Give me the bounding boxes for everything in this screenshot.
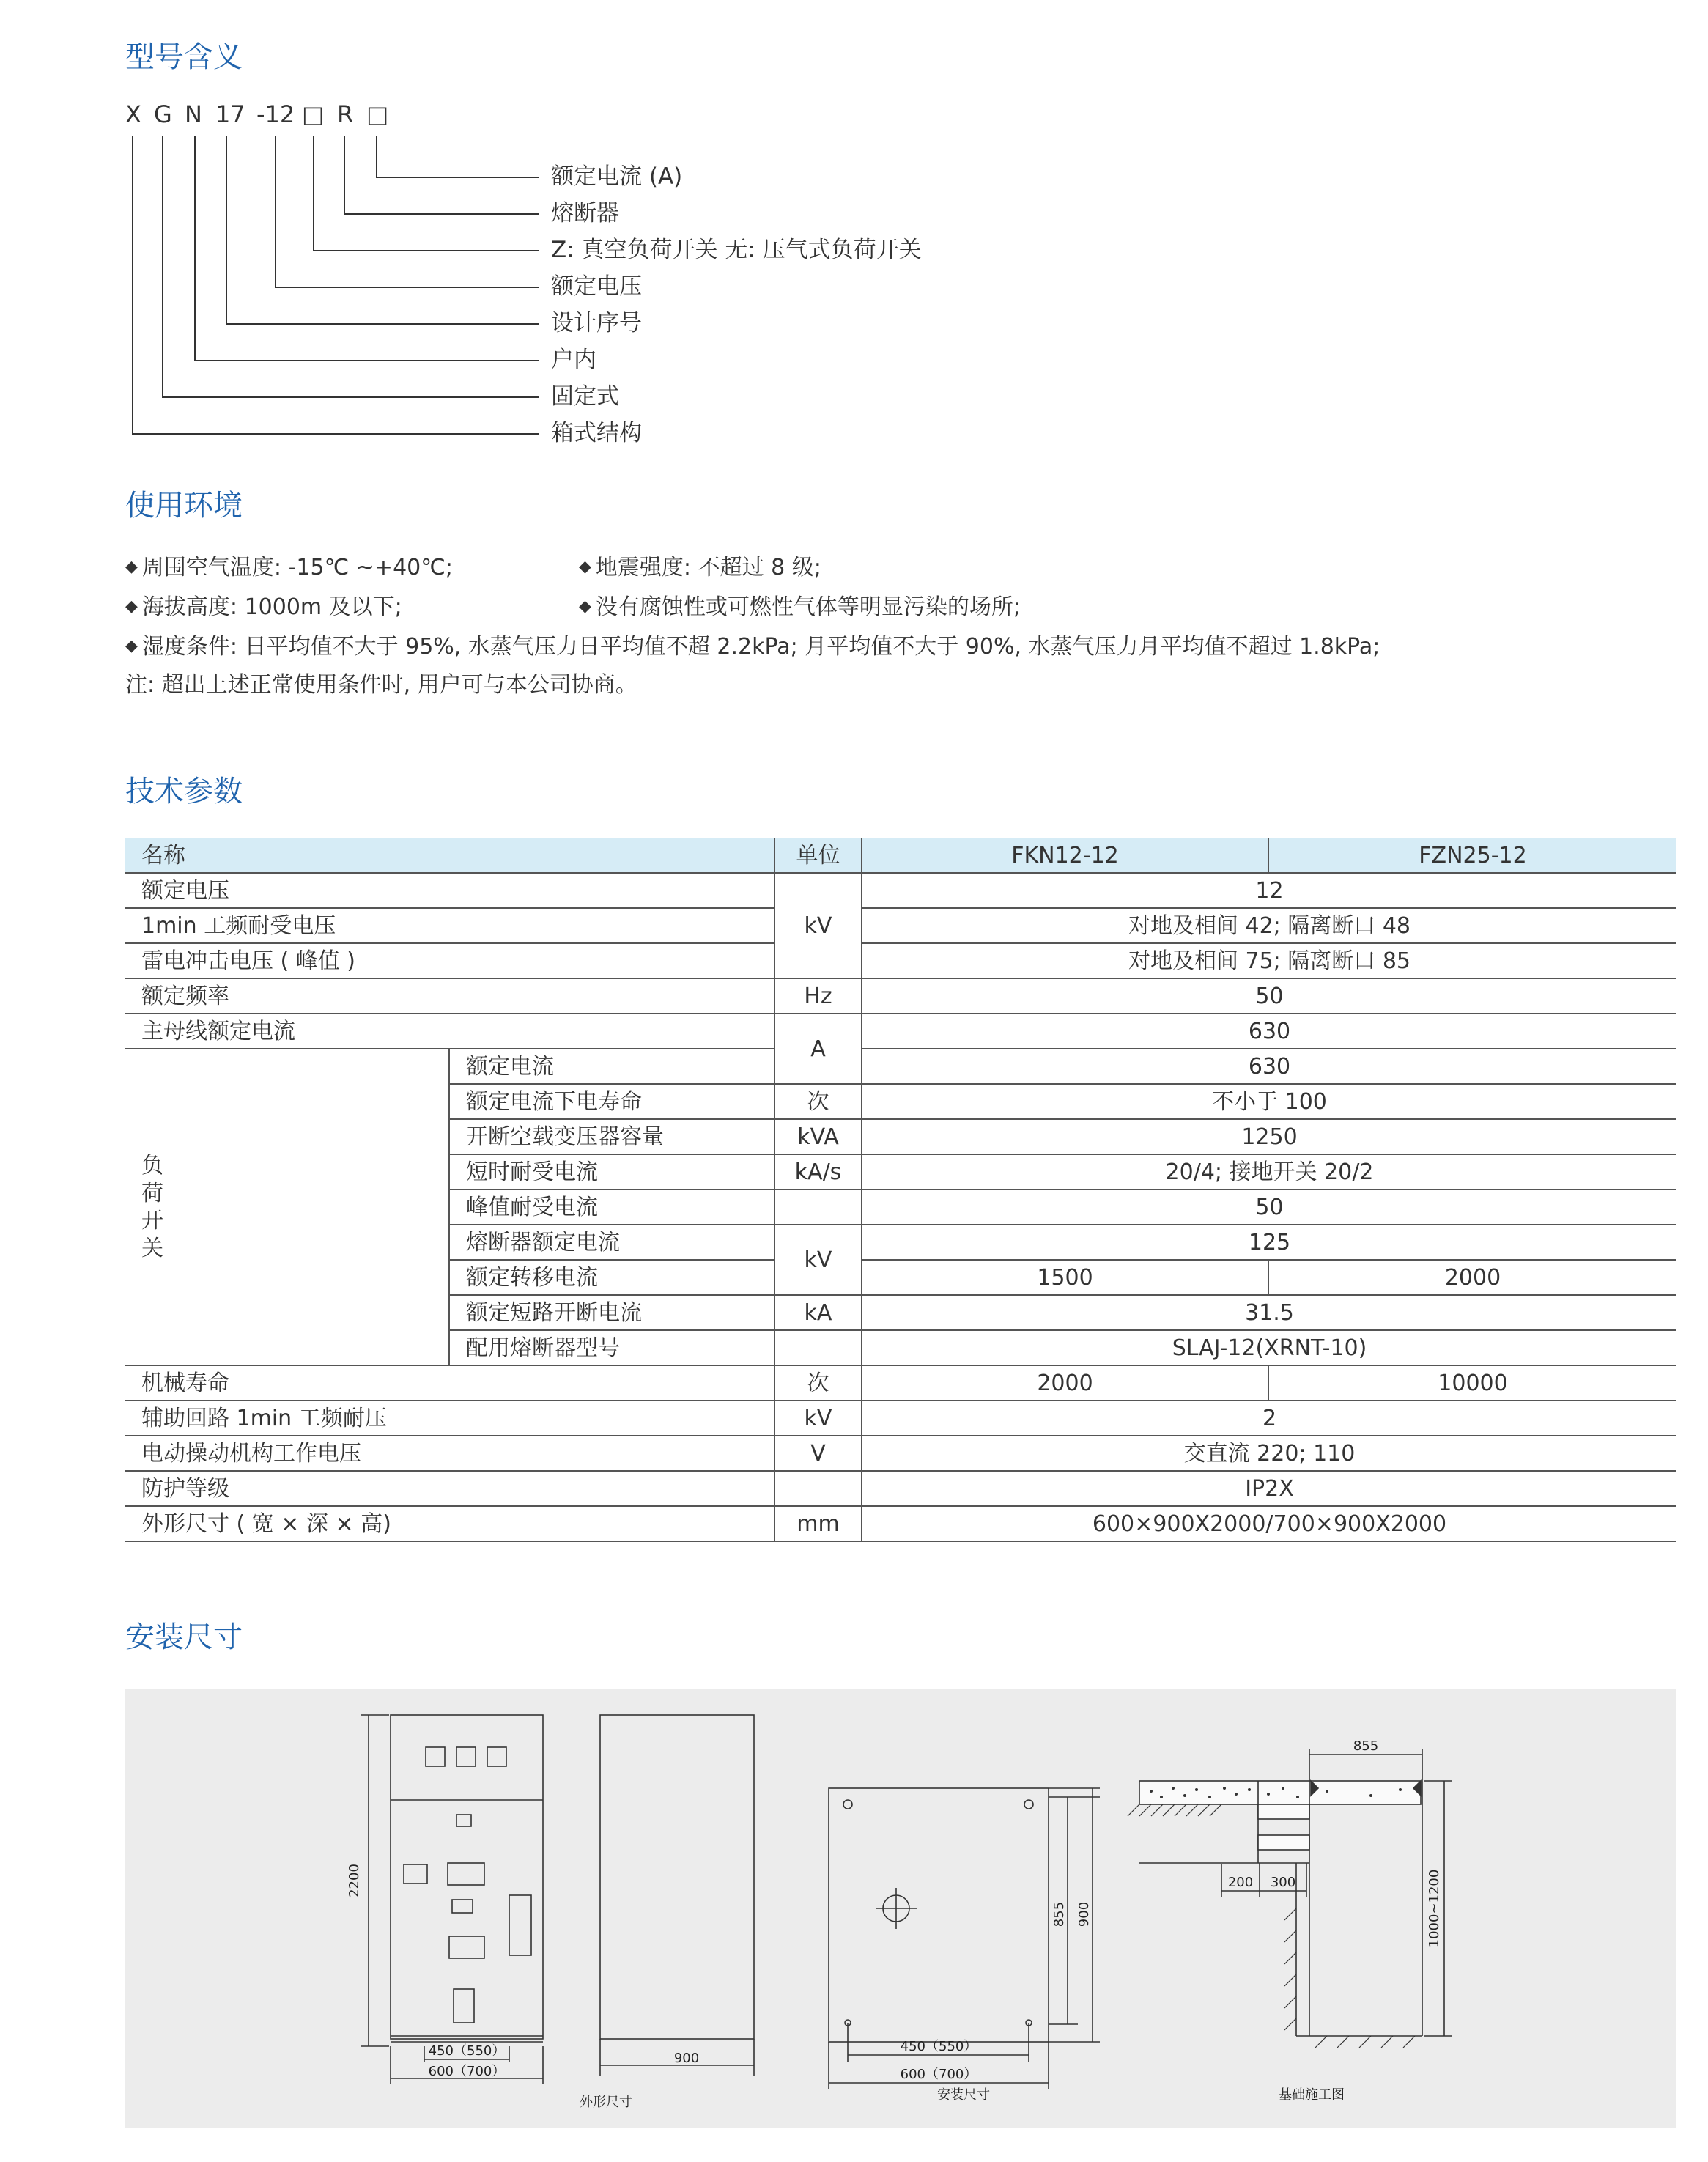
bullet-icon: ◆ — [125, 558, 138, 576]
table-row: 额定电压 kV 12 — [125, 873, 1676, 908]
model-code-r: R — [337, 100, 354, 128]
install-drawings — [125, 1689, 1676, 2128]
caption-foundation: 基础施工图 — [1279, 2087, 1345, 2103]
table-row: 外形尺寸 ( 宽 × 深 × 高) mm 600×900X2000/700×900X2000 — [125, 1506, 1676, 1541]
caption-install-dims: 安装尺寸 — [937, 2087, 990, 2103]
table-row: 1min 工频耐受电压 对地及相间 42; 隔离断口 48 — [125, 908, 1676, 943]
dim-width-450: 450（550） — [428, 2043, 506, 2059]
table-row: 配用熔断器型号 SLAJ-12(XRNT-10) — [125, 1330, 1676, 1365]
dim-depth-900: 900 — [673, 2051, 700, 2066]
table-row: 额定频率 Hz 50 — [125, 978, 1676, 1014]
spec-table — [125, 838, 1676, 1542]
model-code-box-2: □ — [366, 100, 389, 128]
dim-plan-600: 600（700） — [900, 2067, 977, 2082]
meaning-rated-voltage: 额定电压 — [551, 273, 642, 300]
table-row: 额定电流下电寿命 次 不小于 100 — [125, 1084, 1676, 1119]
table-row: 机械寿命 次 2000 10000 — [125, 1365, 1676, 1401]
dim-900-vertical: 900 — [1076, 1901, 1092, 1927]
model-code-17: 17 — [215, 100, 245, 128]
env-note: 注: 超出上述正常使用条件时, 用户可与本公司协商。 — [125, 672, 637, 698]
model-code-box-1: □ — [302, 100, 325, 128]
bullet-icon: ◆ — [579, 558, 591, 576]
dim-height-2200: 2200 — [347, 1864, 362, 1897]
meaning-switch-type: Z: 真空负荷开关 无: 压气式负荷开关 — [551, 237, 922, 263]
meaning-design-no: 设计序号 — [551, 310, 642, 336]
env-temperature: ◆ 周围空气温度: -15℃ ~+40℃; — [125, 555, 454, 580]
header-fkn: FKN12-12 — [862, 838, 1268, 873]
caption-outline-dims: 外形尺寸 — [580, 2095, 632, 2110]
table-row: 额定转移电流 1500 2000 — [125, 1260, 1676, 1295]
model-code-n: N — [185, 100, 202, 128]
front-view-drawing — [361, 1715, 543, 2084]
table-row: 开断空载变压器容量 kVA 1250 — [125, 1119, 1676, 1154]
header-fzn: FZN25-12 — [1268, 838, 1676, 873]
table-row: 额定短路开断电流 kA 31.5 — [125, 1295, 1676, 1330]
table-row: 辅助回路 1min 工频耐压 kV 2 — [125, 1401, 1676, 1436]
meaning-fixed: 固定式 — [551, 383, 619, 410]
model-code-legend — [0, 0, 1026, 469]
section-title-model: 型号含义 — [125, 40, 243, 74]
section-title-environment: 使用环境 — [125, 489, 243, 523]
section-title-install: 安装尺寸 — [125, 1620, 243, 1654]
dim-plan-450: 450（550） — [900, 2039, 977, 2054]
table-header-row — [125, 838, 1676, 873]
table-row: 电动操动机构工作电压 V 交直流 220; 110 — [125, 1436, 1676, 1471]
env-humidity: ◆ 湿度条件: 日平均值不大于 95%, 水蒸气压力日平均值不超 2.2kPa; 月平均值不大于 90%, 水蒸气压力月平均值不超过 1.8kPa; — [125, 634, 1380, 660]
dim-300: 300 — [1270, 1875, 1296, 1890]
section-title-specs: 技术参数 — [125, 775, 243, 808]
env-altitude: ◆ 海拔高度: 1000m 及以下; — [125, 594, 402, 620]
dim-200: 200 — [1227, 1875, 1254, 1890]
dim-width-600: 600（700） — [428, 2064, 506, 2079]
model-leader-lines — [0, 0, 1026, 469]
side-view-drawing — [600, 1715, 754, 2076]
env-pollution: ◆ 没有腐蚀性或可燃性气体等明显污染的场所; — [579, 594, 1021, 620]
bullet-icon: ◆ — [125, 597, 138, 616]
model-code-g: G — [154, 100, 172, 128]
meaning-rated-current: 额定电流 (A) — [551, 163, 683, 190]
env-seismic: ◆ 地震强度: 不超过 8 级; — [579, 555, 821, 580]
meaning-box-structure: 箱式结构 — [551, 420, 642, 446]
table-row: 短时耐受电流 kA/s 20/4; 接地开关 20/2 — [125, 1154, 1676, 1189]
foundation-drawing — [1139, 1749, 1452, 2036]
table-row: 防护等级 IP2X — [125, 1471, 1676, 1506]
header-name: 名称 — [125, 838, 774, 873]
install-drawing-panel — [125, 1689, 1676, 2128]
meaning-fuse: 熔断器 — [551, 200, 619, 226]
table-row: 雷电冲击电压 ( 峰值 ) 对地及相间 75; 隔离断口 85 — [125, 943, 1676, 978]
dim-855-vertical: 855 — [1051, 1901, 1067, 1927]
dim-1000-1200: 1000~1200 — [1427, 1869, 1442, 1948]
table-row: 峰值耐受电流 50 — [125, 1189, 1676, 1225]
table-row: 负 荷 开 关 额定电流 630 — [125, 1049, 1676, 1084]
group-label-load-switch: 负 荷 开 关 — [125, 1049, 449, 1365]
model-code-x: X — [125, 100, 141, 128]
table-row: 主母线额定电流 A 630 — [125, 1014, 1676, 1049]
header-unit: 单位 — [774, 838, 862, 873]
dim-855-horizontal: 855 — [1353, 1738, 1379, 1754]
bullet-icon: ◆ — [579, 597, 591, 616]
bullet-icon: ◆ — [125, 637, 138, 655]
table-row: 熔断器额定电流 kV 125 — [125, 1225, 1676, 1260]
model-code-12: -12 — [256, 100, 295, 128]
meaning-indoor: 户内 — [551, 347, 596, 373]
